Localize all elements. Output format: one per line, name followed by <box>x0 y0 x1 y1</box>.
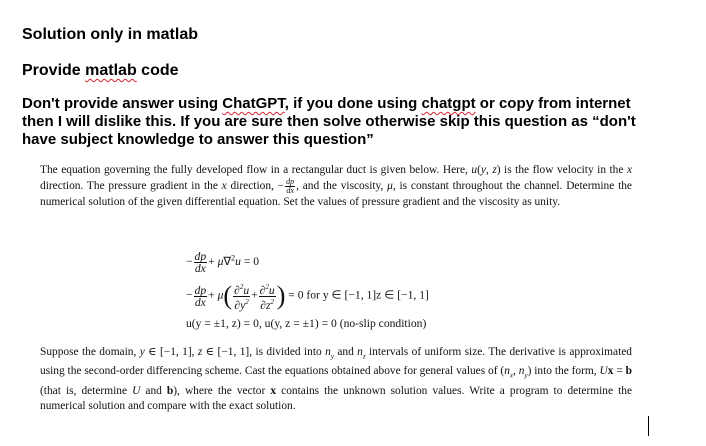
p1-c: direction. The pressure gradient in the <box>40 180 222 193</box>
equation-1: − $\frac{dp}{dx}$ + μ∇$^2$u = 0 <box>186 250 260 275</box>
header-line-2-pre: Provide <box>22 62 86 79</box>
header-line-2 <box>22 62 179 80</box>
p2-c: and <box>333 346 358 358</box>
p1-a: The equation governing the fully developed flow in a rectangular duct is given below. Here, <box>40 164 472 176</box>
p2-a: Suppose the domain, <box>40 346 140 358</box>
notice-part-2: , if you done using <box>284 95 422 112</box>
header-line-2-post: code <box>136 62 179 79</box>
equation-2-tail: = 0 for y ∈ [−1, 1]z ∈ [−1, 1] <box>288 288 429 302</box>
header-line-1-text: Solution only in matlab <box>22 26 198 43</box>
notice-paragraph <box>22 95 662 149</box>
equation-2: − $\frac{dp}{dx}$ + μ( $\frac{\partial^2u}{\partial y^2}$ + $\frac{\partial^2u}{\partial z^2}$ ) = 0 for y ∈ [−1, 1]z ∈ [−1, 1] <box>186 281 429 312</box>
problem-paragraph-2: Suppose the domain, y ∈ [−1, 1], z ∈ [−1, 1], is divided into $n_y$ and $n_z$ intervals of uniform size. The derivative is approximated using the second-order differencing scheme. Cast the equations obtained above for general values of ($n_x$, $n_y$) into the form, Ux = b (that is, determine U and b), where the vector x contains the unknown solution values. Write a program to determine the numerical solution and compare with the exact solution. <box>40 346 632 412</box>
equation-3-text: u(y = ±1, z) = 0, u(y, z = ±1) = 0 (no-slip condition) <box>186 317 427 330</box>
p2-d: intervals of uniform size. The derivative is approximated using the second-order differencing scheme. Cast the equations obtained above for general values of <box>40 346 632 378</box>
p2-e: into the form, <box>531 365 600 378</box>
text-cursor <box>648 416 649 436</box>
notice-part-3: or copy from internet then I will dislike this. If you are sure then solve otherwise skip this question as “don't have subject knowledge to answer this question” <box>22 95 636 148</box>
p1-e: , and the viscosity, <box>296 180 388 193</box>
p2-g: and <box>140 384 167 397</box>
problem-paragraph-1: The equation governing the fully developed flow in a rectangular duct is given below. Here, u(y, z) is the flow velocity in the x direction. The pressure gradient in the x direction, − $\frac{dp}{dx}$ , and the viscosity, μ, is constant throughout the channel. Determine the numerical solution of the given differential equation. Set the values of pressure gradient and the viscosity as unity. <box>40 164 633 208</box>
header-line-2-word: matlab <box>85 62 137 79</box>
p2-i: contains the unknown solution values. Write a program to determine the numerical solution and compare with the exact solution. <box>40 384 632 412</box>
equation-3 <box>186 317 426 330</box>
p2-f: (that is, determine <box>40 384 133 397</box>
p1-b: is the flow velocity in the <box>500 164 627 176</box>
header-line-1 <box>22 26 198 44</box>
p1-f: , is constant throughout the channel. Determine the numerical solution of the given differential equation. Set the values of pressure gradient and the viscosity as unity. <box>40 180 632 208</box>
notice-part-1: Don't provide answer using <box>22 95 223 112</box>
p2-h: ), where the vector <box>173 384 271 397</box>
p2-b: , is divided into <box>249 346 326 358</box>
p1-d: direction, <box>226 180 278 193</box>
notice-chatgpt-1: ChatGPT <box>222 95 285 112</box>
notice-chatgpt-2: chatgpt <box>421 95 476 112</box>
